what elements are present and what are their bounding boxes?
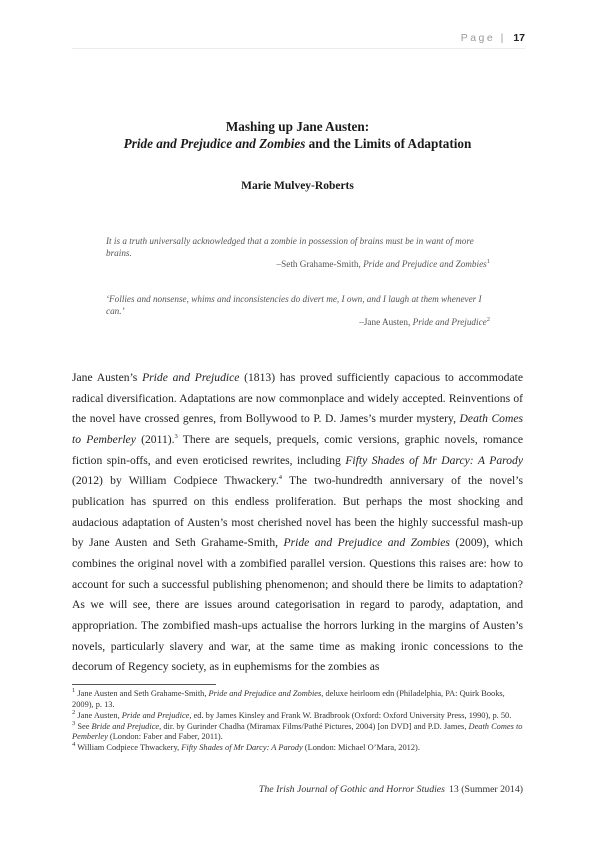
footnote-2: $^2$ Jane Austen, Pride and Prejudice, ed. by James Kinsley and Frank W. Bradbrook (Oxford: Oxford University Press, 1990), p. 50. (72, 708, 512, 720)
footnote-3: $^3$ See Bride and Prejudice, dir. by Gurinder Chadha (Miramax Films/Pathé Pictures, 2004) [on DVD] and P.D. James, Death Comes to Pemberley (London: Faber and Faber, 2011). (72, 719, 523, 742)
header-separator: | (500, 32, 506, 44)
epigraph-quote: It is a truth universally acknowledged that a zombie in possession of brains must be in want of more brains. (106, 236, 474, 258)
journal-issue: 13 (Summer 2014) (448, 784, 523, 795)
title-line-2 (0, 135, 595, 152)
title-rest: and the Limits of Adaptation (305, 136, 472, 151)
epigraph-quote: ‘Follies and nonsense, whims and inconsistencies do divert me, I own, and I laugh at them whenever I can.’ (106, 294, 482, 316)
work-title: Pride and Prejudice and Zombies (283, 536, 450, 550)
article-title (0, 118, 595, 152)
page-number: 17 (513, 32, 525, 44)
footnote-1: $^1$ Jane Austen and Seth Grahame-Smith, Pride and Prejudice and Zombies, deluxe heirloom edn (Philadelphia, PA: Quirk Books, 2009), p. 13. (72, 687, 505, 709)
title-line-1: Mashing up Jane Austen: (225, 119, 370, 134)
epigraph-attribution: –Seth Grahame-Smith, Pride and Prejudice and Zombies$^1$ (276, 258, 490, 270)
epigraph-attribution: –Jane Austen, Pride and Prejudice$^2$ (359, 316, 490, 328)
running-header (461, 32, 525, 44)
body-paragraph: Jane Austen’s Pride and Prejudice (1813) has proved sufficiently capacious to accommodate radical diversification. Adaptations are now commonplace and widely accepted. Reinventions of the novel have crossed genres, from Bollywood to P. D. James’s murder mystery, Death Comes to Pemberley (2011).$^3$ There are sequels, prequels, comic versions, graphic novels, romance fiction spin-offs, and even eroticised rewrites, including Fifty Shades of Mr Darcy: A Parody (2012) by William Codpiece Thwackery.$^4$ The two-hundredth anniversary of the novel’s publication has spurred on this endless proliferation. But perhaps the most shocking and audacious adaptation of Austen’s most cherished novel has been the highly successful mash-up by Jane Austen and Seth Grahame-Smith, Pride and Prejudice and Zombies (2009), which combines the original novel with a zombified parallel version. Questions this raises are: how to account for such a successful publishing phenomenon; and should there be limits to adaptation? As we will see, there are issues around categorisation in regard to parody, adaptation, and appropriation. The zombified mash-ups actualise the horrors lurking in the margins of Austen’s novels, particularly slavery and war, at the same time as making ironic concessions to the decorum of Regency society, as in euphemisms for the zombies as (72, 371, 524, 674)
footnotes (72, 689, 523, 754)
author-name: Marie Mulvey-Roberts (241, 180, 354, 192)
note-ref: 4 (278, 474, 282, 482)
footnote-rule (72, 684, 216, 685)
footnote-4: $^4$ William Codpiece Thwackery, Fifty Shades of Mr Darcy: A Parody (London: Michael O’Mara, 2012). (72, 741, 420, 753)
attribution-work: Pride and Prejudice and Zombies (363, 259, 487, 270)
work-title: Death Comes to Pemberley (72, 412, 524, 446)
journal-name: The Irish Journal of Gothic and Horror Studies (258, 784, 445, 795)
title-work: Pride and Prejudice and Zombies (123, 136, 306, 151)
note-ref: 1 (486, 258, 490, 266)
note-ref: 3 (174, 433, 178, 441)
header-rule (72, 48, 525, 49)
epigraph-1 (106, 236, 490, 271)
epigraph-2 (106, 294, 490, 329)
work-title: Fifty Shades of Mr Darcy: A Parody (345, 453, 523, 467)
work-title: Pride and Prejudice (142, 371, 240, 384)
note-ref: 2 (486, 316, 490, 324)
journal-footer (259, 784, 523, 795)
attribution-work: Pride and Prejudice (412, 317, 487, 328)
page-label: Page (460, 32, 496, 44)
